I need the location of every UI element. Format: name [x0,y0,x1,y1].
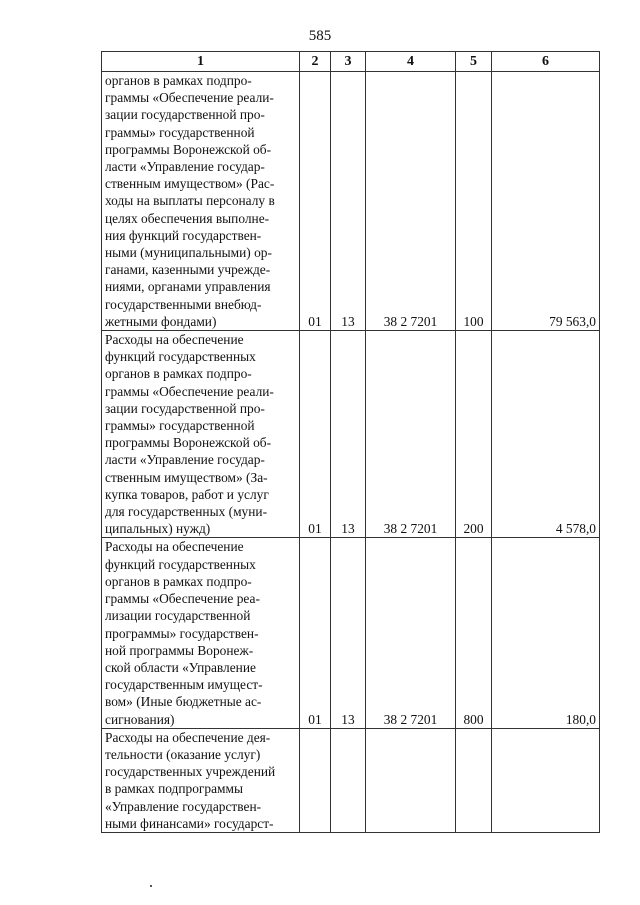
description-line: тельности (оказание услуг) [105,746,261,762]
description-line: ной программы Воронеж- [105,642,254,658]
section-code: 01 [300,538,331,728]
row-description [102,72,300,331]
description-line: Расходы на обеспечение дея- [105,729,271,745]
amount-value: 4 578,0 [492,331,600,538]
description-line: государственными внебюд- [105,296,262,312]
description-line: ласти «Управление государ- [105,452,265,468]
description-line: органов в рамках подпро- [105,366,252,382]
expense-type-code: 200 [456,331,492,538]
row-description [102,331,300,538]
row-description [102,728,300,832]
description-line: граммы» государственной [105,418,255,434]
description-line: купка товаров, работ и услуг [105,486,269,502]
description-line: ходы на выплаты персоналу в [105,193,275,209]
description-line: ласти «Управление государ- [105,159,265,175]
description-line: ными финансами» государст- [105,815,274,831]
description-line: государственным имущест- [105,677,263,693]
description-line: ской области «Управление [105,659,256,675]
description-line: в рамках подпрограммы [105,781,243,797]
description-line: Расходы на обеспечение [105,539,244,555]
description-line: лизации государственной [105,608,251,624]
column-header-4: 4 [366,52,456,72]
expense-type-code: 800 [456,538,492,728]
target-article-code: 38 2 7201 [366,72,456,331]
header-row [102,52,600,72]
description-line: Расходы на обеспечение [105,332,244,348]
description-line: программы Воронежской об- [105,141,272,157]
description-line: граммы» государственной [105,124,255,140]
description-line: ниями, органами управления [105,279,271,295]
description-line: зации государственной про- [105,107,265,123]
subsection-code: 13 [331,538,366,728]
column-header-5: 5 [456,52,492,72]
column-header-6: 6 [492,52,600,72]
expense-type-code [456,728,492,832]
target-article-code: 38 2 7201 [366,331,456,538]
row-description [102,538,300,728]
description-line: граммы «Обеспечение реали- [105,383,274,399]
description-line: ными (муниципальными) ор- [105,245,272,261]
description-line: граммы «Обеспечение реа- [105,591,260,607]
page-number: 585 [308,28,332,44]
description-line: функций государственных [105,349,256,365]
section-code: 01 [300,72,331,331]
description-line: ственным имуществом» (Рас- [105,176,275,192]
description-line: органов в рамках подпро- [105,73,252,88]
table-row [102,728,600,832]
amount-value [492,728,600,832]
description-line: функций государственных [105,556,256,572]
target-article-code: 38 2 7201 [366,538,456,728]
description-line: ственным имуществом» (За- [105,469,268,485]
table-row [102,72,600,331]
column-header-2: 2 [300,52,331,72]
description-line: «Управление государствен- [105,798,262,814]
description-line: программы» государствен- [105,625,259,641]
subsection-code: 13 [331,331,366,538]
column-header-1: 1 [102,52,300,72]
amount-value: 180,0 [492,538,600,728]
expense-type-code: 100 [456,72,492,331]
section-code [300,728,331,832]
description-line: ния функций государствен- [105,227,262,243]
description-line: целях обеспечения выполне- [105,210,270,226]
table-row [102,538,600,728]
section-code: 01 [300,331,331,538]
description-line: зации государственной про- [105,400,265,416]
description-line: жетными фондами) [105,313,217,329]
subsection-code [331,728,366,832]
description-line: сигнования) [105,711,175,727]
description-line: ципальных) нужд) [105,521,211,537]
subsection-code: 13 [331,72,366,331]
scan-speck [150,885,152,887]
description-line: государственных учреждений [105,764,276,780]
description-line: программы Воронежской об- [105,435,272,451]
column-header-3: 3 [331,52,366,72]
description-line: для государственных (муни- [105,504,268,520]
description-line: ганами, казенными учрежде- [105,262,271,278]
description-line: граммы «Обеспечение реали- [105,90,274,106]
description-line: вом» (Иные бюджетные ас- [105,694,262,710]
budget-table [101,51,600,833]
target-article-code [366,728,456,832]
description-line: органов в рамках подпро- [105,573,252,589]
amount-value: 79 563,0 [492,72,600,331]
table-row [102,331,600,538]
